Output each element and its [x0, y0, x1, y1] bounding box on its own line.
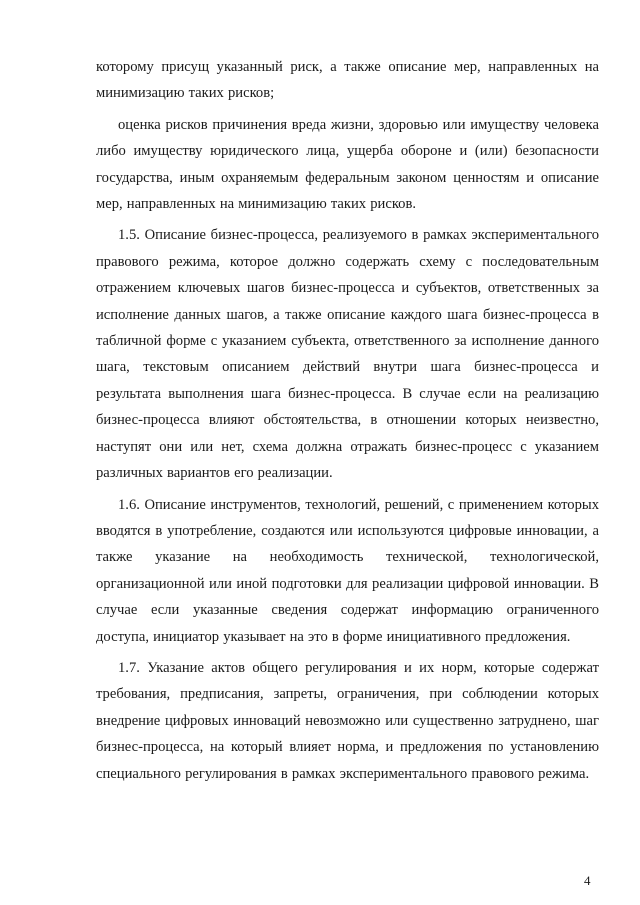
paragraph-1-5: 1.5. Описание бизнес-процесса, реализуемого в рамках экспериментального правового режима, которое должно содержать схему с последовательным отражением ключевых шагов бизнес-процесса и субъектов, ответственных за исполнение данных шагов, а также описание каждого шага бизнес-процесса в табличной форме с указанием субъекта, ответственного за исполнение данного шага, текстовым описанием действий внутри шага бизнес-процесса и результата выполнения шага бизнес-процесса. В случае если на реализацию бизнес-процесса влияют обстоятельства, в отношении которых неизвестно, наступят они или нет, схема должна отражать бизнес-процесс с указанием различных вариантов его реализации. — [96, 227, 599, 482]
paragraph-1-7: 1.7. Указание актов общего регулирования и их норм, которые содержат требования, предписания, запреты, ограничения, при соблюдении которых внедрение цифровых инноваций невозможно или существенно затруднено, шаг бизнес-процесса, на который влияет норма, и предложения по установлению специального регулирования в рамках экспериментального правового режима. — [96, 659, 599, 782]
paragraph-risk-assessment: оценка рисков причинения вреда жизни, здоровью или имуществу человека либо имуществу юридического лица, ущерба обороне и (или) безопасности государства, иным охраняемым федеральным законом ценностям и описание мер, направленных на минимизацию таких рисков. — [96, 116, 599, 213]
paragraph-1-6: 1.6. Описание инструментов, технологий, решений, с применением которых вводятся в употребление, создаются или используются цифровые инновации, а также указание на необходимость технической, технологической, организационной или иной подготовки для реализации цифровой инновации. В случае если указанные сведения содержат информацию ограниченного доступа, инициатор указывает на это в форме инициативного предложения. — [96, 496, 599, 645]
paragraph-continuation: которому присущ указанный риск, а также описание мер, направленных на минимизацию таких рисков; — [96, 59, 599, 102]
page-number: 4 — [584, 873, 591, 888]
document-body — [96, 54, 599, 787]
